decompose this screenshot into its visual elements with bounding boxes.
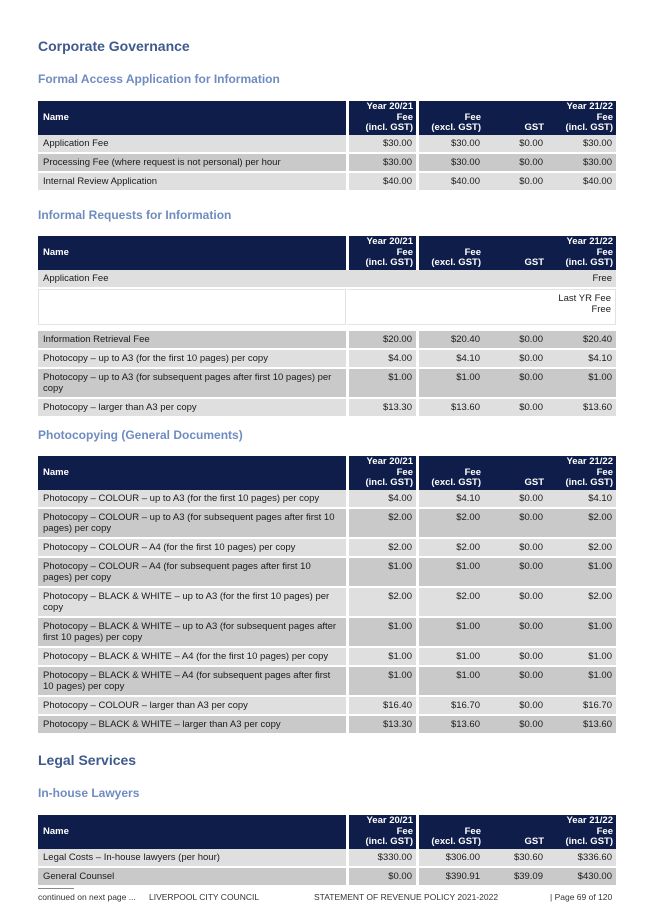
fee-excl-gst: $1.00: [416, 558, 484, 588]
fee-gst: $0.00: [484, 490, 547, 509]
fee-name: Photocopy – BLACK & WHITE – larger than A3 per copy: [38, 716, 346, 735]
header-fee-excl-line: (excl. GST): [431, 836, 481, 847]
fee-incl-gst: $13.60: [547, 399, 616, 418]
fee-excl-gst: $1.00: [416, 648, 484, 667]
footer-council: LIVERPOOL CITY COUNCIL: [149, 892, 260, 902]
header-prev-fee-line: Fee: [396, 246, 413, 258]
header-gst: [484, 236, 547, 270]
header-prev-fee: [346, 456, 416, 490]
fee-free-value: Free: [346, 270, 616, 289]
fee-gst: $0.00: [484, 369, 547, 399]
fee-excl-gst: $30.00: [416, 135, 484, 154]
fee-name: Photocopy – BLACK & WHITE – up to A3 (for subsequent pages after first 10 pages) per copy: [38, 618, 346, 648]
fee-name: Photocopy – COLOUR – A4 (for the first 10 pages) per copy: [38, 539, 346, 558]
fee-gst: $30.60: [484, 849, 547, 868]
header-row: [38, 456, 616, 490]
fee-prev-year: $13.30: [346, 399, 416, 418]
fee-prev-year: $1.00: [346, 558, 416, 588]
header-gst-line: GST: [524, 122, 544, 133]
table-row: [38, 868, 616, 887]
table-row: [38, 369, 616, 399]
photocopying-table: [38, 456, 616, 735]
fee-prev-year: $1.00: [346, 667, 416, 697]
fee-name: Photocopy – BLACK & WHITE – A4 (for subsequent pages after first 10 pages) per copy: [38, 667, 346, 697]
header-prev-fee-line: (incl. GST): [365, 122, 413, 133]
fee-name: Application Fee: [38, 135, 346, 154]
header-prev-fee-line: Year 20/21: [366, 456, 413, 467]
heading-corporate-governance: Corporate Governance: [38, 38, 190, 54]
header-name: [38, 101, 346, 135]
header-prev-fee-line: (incl. GST): [365, 836, 413, 847]
fee-incl-gst: $430.00: [547, 868, 616, 887]
fee-name: General Counsel: [38, 868, 346, 887]
fee-prev-year: $30.00: [346, 154, 416, 173]
header-name-line: Name: [43, 246, 69, 258]
fee-excl-gst: $2.00: [416, 539, 484, 558]
fee-incl-gst: $4.10: [547, 490, 616, 509]
header-prev-fee: [346, 236, 416, 270]
table-row: [38, 588, 616, 618]
header-fee-incl-line: Fee: [596, 246, 613, 258]
fee-gst: $0.00: [484, 539, 547, 558]
fee-prev-year: $1.00: [346, 648, 416, 667]
fee-gst: $0.00: [484, 588, 547, 618]
fee-incl-gst: $20.40: [547, 331, 616, 350]
header-fee-excl: [416, 456, 484, 490]
fee-excl-gst: $2.00: [416, 588, 484, 618]
fee-incl-gst: $336.60: [547, 849, 616, 868]
table-row: [38, 648, 616, 667]
fee-prev-year: $30.00: [346, 135, 416, 154]
table-row: [38, 331, 616, 350]
fee-gst: $0.00: [484, 154, 547, 173]
table-row: [38, 509, 616, 539]
header-fee-incl: [547, 815, 616, 849]
header-row: [38, 101, 616, 135]
fee-excl-gst: $1.00: [416, 618, 484, 648]
header-fee-excl-line: (excl. GST): [431, 122, 481, 133]
header-fee-incl-line: Year 21/22: [566, 236, 613, 247]
heading-inhouse-lawyers: In-house Lawyers: [38, 786, 140, 800]
last-year-note: [346, 289, 616, 325]
header-fee-incl: [547, 456, 616, 490]
fee-excl-gst: $1.00: [416, 667, 484, 697]
header-fee-incl-line: Year 21/22: [566, 101, 613, 112]
fee-excl-gst: $4.10: [416, 490, 484, 509]
header-name: [38, 456, 346, 490]
fee-gst: $0.00: [484, 716, 547, 735]
fee-prev-year: $2.00: [346, 509, 416, 539]
fee-prev-year: $4.00: [346, 490, 416, 509]
header-fee-incl-line: (incl. GST): [565, 836, 613, 847]
header-name: [38, 236, 346, 270]
header-fee-incl-line: Fee: [596, 466, 613, 478]
table-row: [38, 350, 616, 369]
fee-prev-year: $16.40: [346, 697, 416, 716]
fee-gst: $0.00: [484, 509, 547, 539]
header-name-line: Name: [43, 111, 69, 123]
header-fee-excl-line: Fee: [464, 246, 481, 258]
fee-gst: $0.00: [484, 350, 547, 369]
header-fee-excl: [416, 101, 484, 135]
fee-name: Information Retrieval Fee: [38, 331, 346, 350]
header-fee-excl: [416, 236, 484, 270]
footer-rule: [38, 888, 74, 889]
header-name-line: Name: [43, 466, 69, 478]
blank-cell: [38, 289, 346, 325]
header-fee-excl-line: Fee: [464, 111, 481, 123]
fee-excl-gst: $4.10: [416, 350, 484, 369]
fee-incl-gst: $1.00: [547, 667, 616, 697]
inhouse-lawyers-table: [38, 815, 616, 887]
last-year-value: Free: [591, 303, 611, 315]
header-prev-fee-line: Year 20/21: [366, 236, 413, 247]
table-row: [38, 618, 616, 648]
fee-incl-gst: $2.00: [547, 539, 616, 558]
fee-gst: $39.09: [484, 868, 547, 887]
fee-incl-gst: $30.00: [547, 154, 616, 173]
heading-informal-requests: Informal Requests for Information: [38, 208, 232, 222]
last-year-label: Last YR Fee: [558, 292, 611, 304]
heading-photocopying: Photocopying (General Documents): [38, 428, 243, 442]
header-prev-fee-line: Year 20/21: [366, 815, 413, 826]
fee-prev-year: $13.30: [346, 716, 416, 735]
fee-prev-year: $20.00: [346, 331, 416, 350]
fee-excl-gst: $390.91: [416, 868, 484, 887]
fee-incl-gst: $40.00: [547, 173, 616, 192]
fee-name: Application Fee: [38, 270, 346, 289]
fee-name: Photocopy – COLOUR – A4 (for subsequent pages after first 10 pages) per copy: [38, 558, 346, 588]
fee-excl-gst: $13.60: [416, 716, 484, 735]
formal-access-table: [38, 101, 616, 192]
table-row: [38, 849, 616, 868]
header-fee-incl-line: (incl. GST): [565, 477, 613, 488]
header-fee-incl-line: Year 21/22: [566, 456, 613, 467]
table-row: [38, 173, 616, 192]
header-name-line: Name: [43, 825, 69, 837]
header-gst: [484, 101, 547, 135]
fee-prev-year: $1.00: [346, 618, 416, 648]
fee-name: Internal Review Application: [38, 173, 346, 192]
fee-name: Photocopy – larger than A3 per copy: [38, 399, 346, 418]
header-prev-fee-line: Fee: [396, 825, 413, 837]
fee-incl-gst: $1.00: [547, 558, 616, 588]
table-row: [38, 539, 616, 558]
header-fee-incl: [547, 101, 616, 135]
header-fee-incl-line: Fee: [596, 111, 613, 123]
fee-incl-gst: $16.70: [547, 697, 616, 716]
header-fee-excl-line: (excl. GST): [431, 257, 481, 268]
header-gst-line: GST: [524, 477, 544, 488]
table-row: [38, 490, 616, 509]
header-prev-fee-line: (incl. GST): [365, 477, 413, 488]
header-prev-fee: [346, 101, 416, 135]
fee-excl-gst: $30.00: [416, 154, 484, 173]
fee-excl-gst: $2.00: [416, 509, 484, 539]
header-fee-excl-line: Fee: [464, 466, 481, 478]
fee-excl-gst: $40.00: [416, 173, 484, 192]
table-row: [38, 697, 616, 716]
heading-legal-services: Legal Services: [38, 752, 137, 768]
header-gst-line: GST: [524, 836, 544, 847]
fee-name: Photocopy – up to A3 (for the first 10 pages) per copy: [38, 350, 346, 369]
fee-name: Photocopy – up to A3 (for subsequent pages after first 10 pages) per copy: [38, 369, 346, 399]
header-fee-incl-line: (incl. GST): [565, 122, 613, 133]
fee-prev-year: $0.00: [346, 868, 416, 887]
fee-prev-year: $1.00: [346, 369, 416, 399]
fee-gst: $0.00: [484, 331, 547, 350]
fee-gst: $0.00: [484, 173, 547, 192]
fee-incl-gst: $13.60: [547, 716, 616, 735]
fee-excl-gst: $16.70: [416, 697, 484, 716]
fee-name: Photocopy – COLOUR – larger than A3 per copy: [38, 697, 346, 716]
header-fee-incl-line: Fee: [596, 825, 613, 837]
table-row: [38, 135, 616, 154]
fee-excl-gst: $306.00: [416, 849, 484, 868]
header-prev-fee-line: Year 20/21: [366, 101, 413, 112]
header-prev-fee-line: Fee: [396, 111, 413, 123]
fee-gst: $0.00: [484, 399, 547, 418]
header-name: [38, 815, 346, 849]
table-row: [38, 399, 616, 418]
fee-gst: $0.00: [484, 618, 547, 648]
fee-prev-year: $4.00: [346, 350, 416, 369]
heading-formal-access: Formal Access Application for Information: [38, 72, 280, 86]
fee-name: Photocopy – BLACK & WHITE – up to A3 (for the first 10 pages) per copy: [38, 588, 346, 618]
table-row-note: [38, 289, 616, 325]
table-row: [38, 667, 616, 697]
fee-incl-gst: $2.00: [547, 588, 616, 618]
table-row: [38, 154, 616, 173]
table-row: [38, 716, 616, 735]
header-gst: [484, 456, 547, 490]
fee-name: Photocopy – COLOUR – up to A3 (for the first 10 pages) per copy: [38, 490, 346, 509]
footer-page: | Page 69 of 120: [550, 892, 613, 902]
fee-prev-year: $2.00: [346, 588, 416, 618]
header-gst-line: GST: [524, 257, 544, 268]
header-gst: [484, 815, 547, 849]
fee-gst: $0.00: [484, 558, 547, 588]
footer-document: STATEMENT OF REVENUE POLICY 2021-2022: [314, 892, 499, 902]
table-row: [38, 270, 616, 289]
header-fee-excl: [416, 815, 484, 849]
header-prev-fee-line: Fee: [396, 466, 413, 478]
header-fee-incl: [547, 236, 616, 270]
fee-name: Photocopy – BLACK & WHITE – A4 (for the first 10 pages) per copy: [38, 648, 346, 667]
header-row: [38, 815, 616, 849]
fee-incl-gst: $1.00: [547, 618, 616, 648]
header-fee-incl-line: Year 21/22: [566, 815, 613, 826]
fee-excl-gst: $13.60: [416, 399, 484, 418]
header-prev-fee-line: (incl. GST): [365, 257, 413, 268]
header-row: [38, 236, 616, 270]
fee-excl-gst: $20.40: [416, 331, 484, 350]
fee-incl-gst: $2.00: [547, 509, 616, 539]
table-row: [38, 558, 616, 588]
header-fee-excl-line: (excl. GST): [431, 477, 481, 488]
header-prev-fee: [346, 815, 416, 849]
fee-prev-year: $2.00: [346, 539, 416, 558]
fee-incl-gst: $1.00: [547, 648, 616, 667]
fee-name: Legal Costs – In-house lawyers (per hour): [38, 849, 346, 868]
fee-gst: $0.00: [484, 667, 547, 697]
fee-gst: $0.00: [484, 697, 547, 716]
footer-continued: continued on next page ...: [38, 892, 136, 902]
fee-excl-gst: $1.00: [416, 369, 484, 399]
fee-prev-year: $330.00: [346, 849, 416, 868]
fee-prev-year: $40.00: [346, 173, 416, 192]
fee-gst: $0.00: [484, 648, 547, 667]
fee-name: Photocopy – COLOUR – up to A3 (for subsequent pages after first 10 pages) per copy: [38, 509, 346, 539]
fee-gst: $0.00: [484, 135, 547, 154]
header-fee-incl-line: (incl. GST): [565, 257, 613, 268]
fee-incl-gst: $1.00: [547, 369, 616, 399]
informal-requests-table: [38, 236, 616, 418]
header-fee-excl-line: Fee: [464, 825, 481, 837]
fee-incl-gst: $30.00: [547, 135, 616, 154]
fee-incl-gst: $4.10: [547, 350, 616, 369]
fee-name: Processing Fee (where request is not personal) per hour: [38, 154, 346, 173]
